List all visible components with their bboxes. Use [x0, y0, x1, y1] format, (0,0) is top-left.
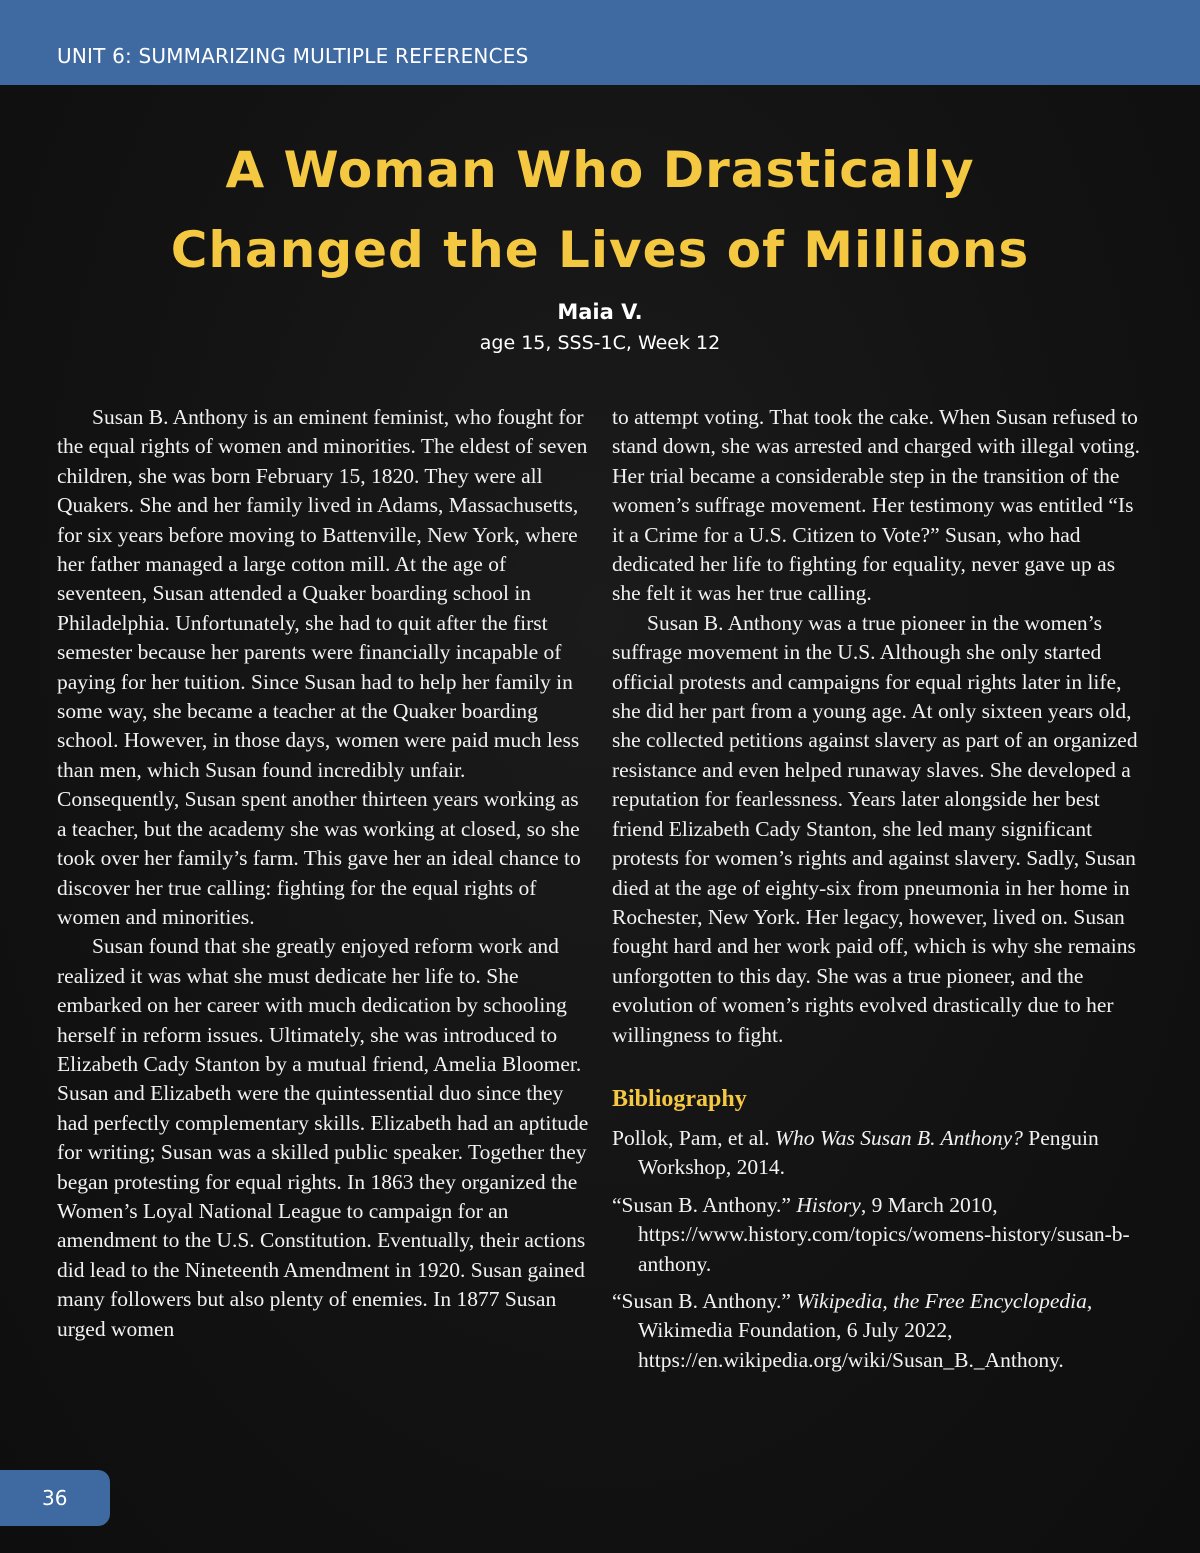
header-bar — [0, 0, 1200, 85]
article-title-line-1: A Woman Who Drastically — [225, 141, 975, 199]
paragraph-3: to attempt voting. That took the cake. When Susan refused to stand down, she was arrested and charged with illegal voting. Her trial became a considerable step in the transition of the women’s suffrage movement. Her testimony was entitled “Is it a Crime for a U.S. Citizen to Vote?” Susan, who had dedicated her life to fighting for equality, never gave up as she felt it was her true calling. — [612, 405, 1141, 606]
bibliography-entry — [612, 1287, 1148, 1375]
bib-entry-1-title: Who Was Susan B. Anthony? — [775, 1125, 1023, 1150]
bib-entry-1-post: Penguin Workshop, 2014. — [638, 1125, 1099, 1180]
left-column — [57, 403, 589, 1344]
bib-entry-2-post: , 9 March 2010, https://www.history.com/topics/womens-history/susan-b-anthony. — [638, 1192, 1130, 1276]
bibliography-heading: Bibliography — [612, 1085, 747, 1112]
bibliography-entry — [612, 1191, 1148, 1279]
page-number: 36 — [42, 1486, 68, 1510]
right-column — [612, 403, 1148, 1383]
author-name: Maia V. — [557, 300, 643, 324]
paragraph-1: Susan B. Anthony is an eminent feminist, who fought for the equal rights of women and minorities. The eldest of seven children, she was born February 15, 1820. They were all Quakers. She and her family lived in Adams, Massachusetts, for six years before moving to Battenville, New York, where her father managed a large cotton mill. At the age of seventeen, Susan attended a Quaker boarding school in Philadelphia. Unfortunately, she had to quit after the first semester because her parents were financially incapable of paying for her tuition. Since Susan had to help her family in some way, she became a teacher at the Quaker boarding school. However, in those days, women were paid much less than men, which Susan found incredibly unfair. Consequently, Susan spent another thirteen years working as a teacher, but the academy she was working at closed, so she took over her family’s farm. This gave her an ideal chance to discover her true calling: fighting for the equal rights of women and minorities. — [57, 405, 588, 929]
bib-entry-1-pre: Pollok, Pam, et al. — [612, 1125, 776, 1150]
bibliography-entry — [612, 1124, 1148, 1183]
author-info: age 15, SSS-1C, Week 12 — [479, 332, 721, 354]
bib-entry-3-title: Wikipedia, the Free Encyclopedia, — [796, 1288, 1093, 1313]
article-title — [0, 130, 1200, 290]
unit-label: UNIT 6: SUMMARIZING MULTIPLE REFERENCES — [57, 44, 529, 68]
bib-entry-2-title: History — [796, 1192, 861, 1217]
article-title-line-2: Changed the Lives of Millions — [170, 221, 1030, 279]
bib-entry-3-pre: “Susan B. Anthony.” — [612, 1288, 797, 1313]
bib-entry-3-post: Wikimedia Foundation, 6 July 2022, https://en.wikipedia.org/wiki/Susan_B._Anthony. — [638, 1318, 1064, 1372]
bib-entry-2-pre: “Susan B. Anthony.” — [612, 1192, 797, 1217]
paragraph-4: Susan B. Anthony was a true pioneer in the women’s suffrage movement in the U.S. Although she only started official protests and campaigns for equal rights later in life, she did her part from a young age. At only sixteen years old, she collected petitions against slavery as part of an organized resistance and even helped runaway slaves. She developed a reputation for fearlessness. Years later alongside her best friend Elizabeth Cady Stanton, she led many significant protests for women’s rights and against slavery. Sadly, Susan died at the age of eighty-six from pneumonia in her home in Rochester, New York. Her legacy, however, lived on. Susan fought hard and her work paid off, which is why she remains unforgotten to this day. She was a true pioneer, and the evolution of women’s rights evolved drastically due to her willingness to fight. — [612, 610, 1138, 1047]
paragraph-2: Susan found that she greatly enjoyed reform work and realized it was what she must dedicate her life to. She embarked on her career with much dedication by schooling herself in reform issues. Ultimately, she was introduced to Elizabeth Cady Stanton by a mutual friend, Amelia Bloomer. Susan and Elizabeth were the quintessential duo since they had perfectly complementary skills. Elizabeth had an aptitude for writing; Susan was a skilled public speaker. Together they began protesting for equal rights. In 1863 they organized the Women’s Loyal National League to campaign for an amendment to the U.S. Constitution. Eventually, their actions did lead to the Nineteenth Amendment in 1920. Susan gained many followers but also plenty of enemies. In 1877 Susan urged women — [57, 934, 589, 1341]
